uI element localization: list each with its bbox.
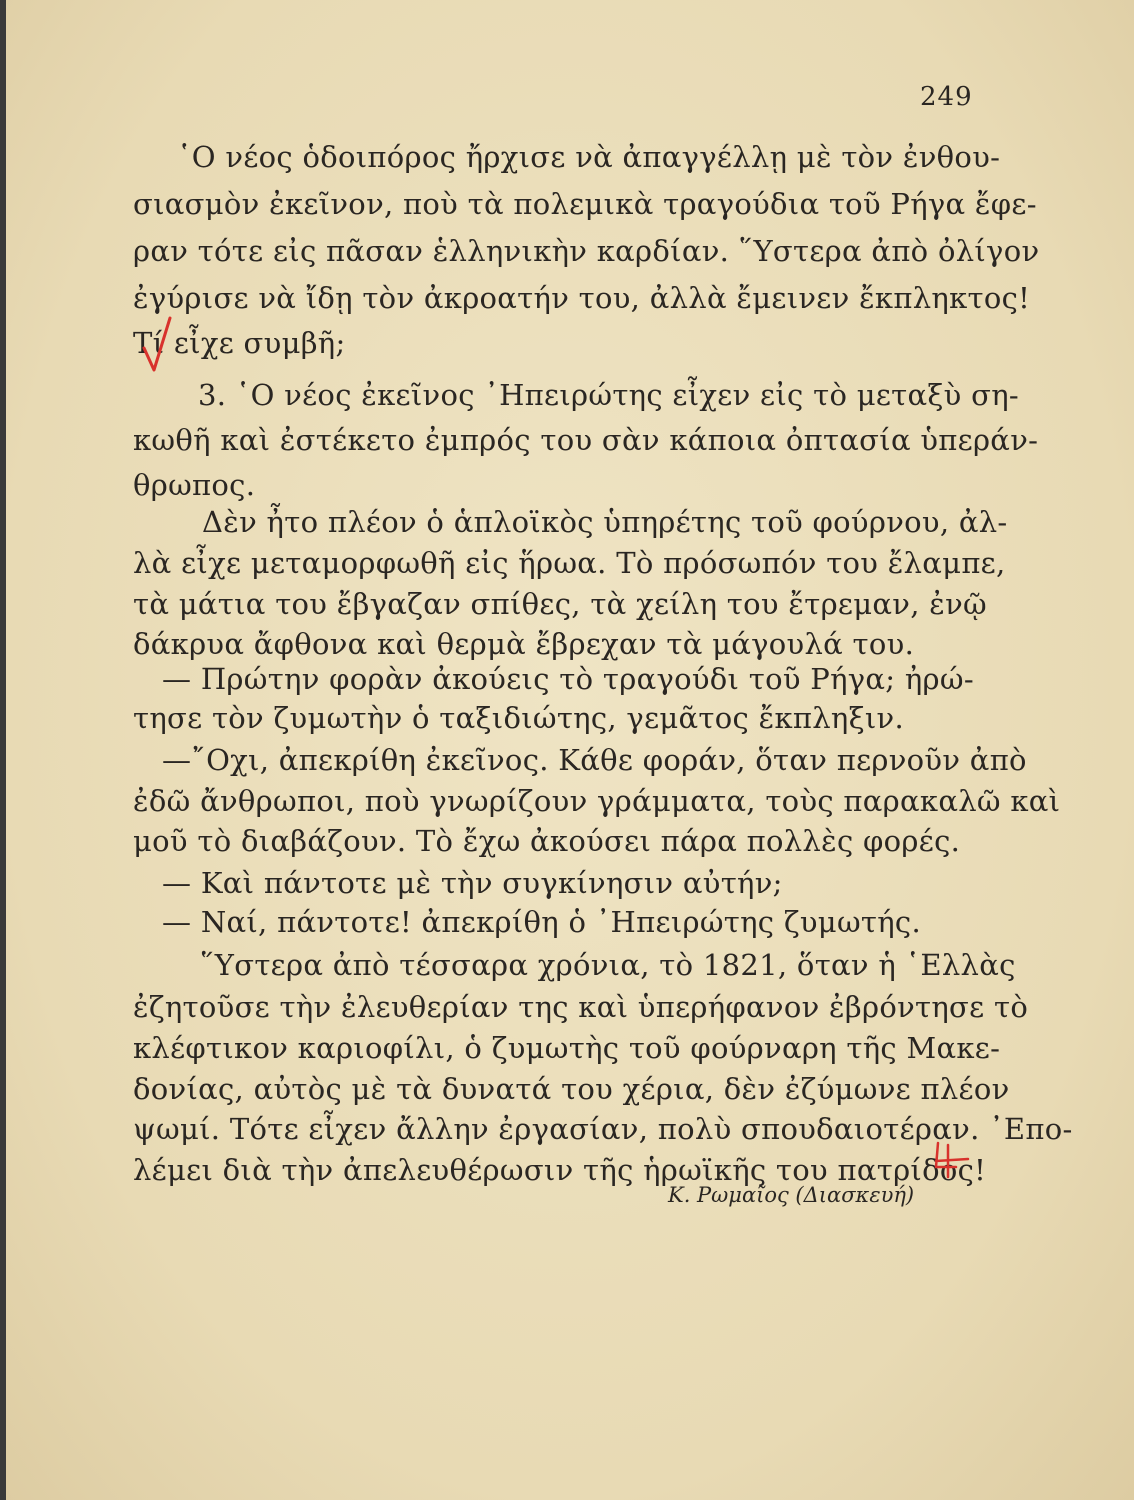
text-line: τησε τὸν ζυμωτὴν ὁ ταξιδιώτης, γεμᾶτος ἔκπληξιν. [133,701,904,735]
margin-mark-annotation [930,1137,974,1181]
checkmark-annotation [140,312,180,382]
text-line: κλέφτικον καριοφίλι, ὁ ζυμωτὴς τοῦ φούρναρη τῆς Μακε- [133,1031,1001,1065]
text-line: τὰ μάτια του ἔβγαζαν σπίθες, τὰ χείλη του ἔτρεμαν, ἐνῷ [133,587,987,621]
text-line: ραν τότε εἰς πᾶσαν ἑλληνικὴν καρδίαν. ῞Υστερα ἀπὸ ὀλίγον [133,234,1040,268]
text-line: δονίας, αὐτὸς μὲ τὰ δυνατά του χέρια, δὲν ἐζύμωνε πλέον [133,1072,1010,1106]
page-edge [0,0,6,1500]
text-line: — Πρώτην φορὰν ἀκούεις τὸ τραγούδι τοῦ Ρήγα; ἠρώ- [162,662,974,696]
text-line: Δὲν ἦτο πλέον ὁ ἁπλοϊκὸς ὑπηρέτης τοῦ φούρνου, ἀλ- [202,505,1008,539]
page-number: 249 [920,82,973,112]
margin-mark-stroke [936,1143,968,1177]
text-line: ῾Ο νέος ὁδοιπόρος ἤρχισε νὰ ἀπαγγέλλῃ μὲ τὸν ἐνθου- [177,140,1001,174]
text-line: μοῦ τὸ διαβάζουν. Τὸ ἔχω ἀκούσει πάρα πολλὲς φορές. [133,824,961,858]
text-line: — Καὶ πάντοτε μὲ τὴν συγκίνησιν αὐτήν; [162,866,783,900]
text-line: Τί εἶχε συμβῆ; [133,326,346,360]
text-line: λὰ εἶχε μεταμορφωθῆ εἰς ἥρωα. Τὸ πρόσωπόν του ἔλαμπε, [133,546,1006,580]
text-line: λέμει διὰ τὴν ἀπελευθέρωσιν τῆς ἡρωϊκῆς του πατρίδος! [133,1153,987,1187]
text-line: ῞Υστερα ἀπὸ τέσσαρα χρόνια, τὸ 1821, ὅταν ἡ ῾Ελλὰς [200,948,1016,982]
text-line: — Ναί, πάντοτε! ἀπεκρίθη ὁ ᾿Ηπειρώτης ζυμωτής. [162,905,921,939]
text-line: —῎Οχι, ἀπεκρίθη ἐκεῖνος. Κάθε φοράν, ὅταν περνοῦν ἀπὸ [162,743,1027,777]
text-line: ἐγύρισε νὰ ἴδῃ τὸν ἀκροατήν του, ἀλλὰ ἔμεινεν ἔκπληκτος! [133,281,1031,315]
text-line: σιασμὸν ἐκεῖνον, ποὺ τὰ πολεμικὰ τραγούδια τοῦ Ρήγα ἔφε- [133,187,1037,221]
text-line: ψωμί. Τότε εἶχεν ἄλλην ἐργασίαν, πολὺ σπουδαιοτέραν. ᾿Επο- [133,1112,1073,1146]
text-line: 3. ῾Ο νέος ἐκεῖνος ᾿Ηπειρώτης εἶχεν εἰς τὸ μεταξὺ ση- [198,378,1020,412]
text-line: ἐζητοῦσε τὴν ἐλευθερίαν της καὶ ὑπερήφανον ἐβρόντησε τὸ [133,990,1029,1024]
text-line: θρωπος. [133,468,256,502]
text-line: κωθῆ καὶ ἐστέκετο ἐμπρός του σὰν κάποια ὀπτασία ὑπεράν- [133,423,1039,457]
checkmark-stroke [144,318,170,370]
author-attribution: Κ. Ρωμαῖος (Διασκευή) [668,1183,915,1207]
text-line: ἐδῶ ἄνθρωποι, ποὺ γνωρίζουν γράμματα, τοὺς παρακαλῶ καὶ [133,784,1061,818]
text-line: δάκρυα ἄφθονα καὶ θερμὰ ἔβρεχαν τὰ μάγουλά του. [133,627,915,661]
